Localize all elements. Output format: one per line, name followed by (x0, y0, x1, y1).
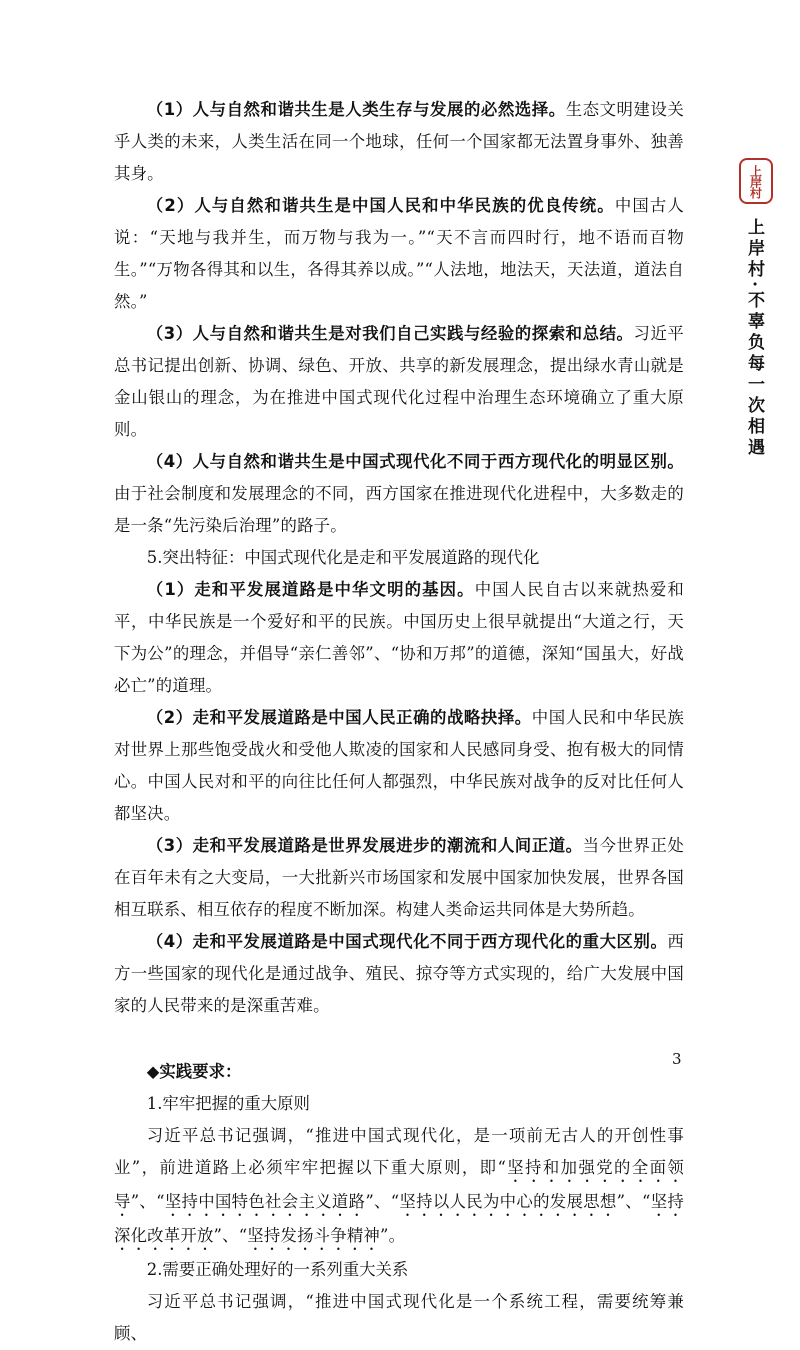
paragraph-text: 习近平总书记提出创新、协调、绿色、开放、共享的新发展理念，提出绿水青山就是金山银山的理念，为在推进中国式现代化过程中治理生态环境确立了重大原则。 (114, 324, 684, 439)
emphasis-phrase: 坚持以人民为中心的发展思想 (399, 1192, 617, 1211)
paragraph-peace-1 (114, 574, 684, 702)
spacer (114, 1022, 684, 1056)
paragraph-harmony-2 (114, 190, 684, 318)
seal-logo: 上岸村 (739, 158, 773, 204)
paragraph-peace-3 (114, 830, 684, 926)
bold-lead: （4）走和平发展道路是中国式现代化不同于西方现代化的重大区别。 (146, 932, 668, 951)
emphasis-phrase: 坚持深化改革开放 (114, 1192, 685, 1245)
separator: ”、“ (213, 1226, 248, 1245)
paragraph-text: 中国人民自古以来就热爱和平，中华民族是一个爱好和平的民族。中国历史上很早就提出“大道之行，天下为公”的理念，并倡导“亲仁善邻”、“协和万邦”的道德，深知“国虽大，好战必亡”的道理。 (114, 580, 684, 695)
paragraph-text: 生态文明建设关乎人类的未来，人类生活在同一个地球，任何一个国家都无法置身事外、独善其身。 (114, 100, 685, 183)
separator: ”、“ (616, 1192, 651, 1211)
paragraph-relations: 习近平总书记强调，“推进中国式现代化是一个系统工程，需要统筹兼顾、 (114, 1292, 684, 1343)
subheading-principles: 1.牢牢把握的重大原则 (146, 1094, 310, 1113)
sidebar-branding (736, 158, 772, 459)
paragraph-peace-2 (114, 702, 684, 830)
paragraph-text: 西方一些国家的现代化是通过战争、殖民、掠夺等方式实现的，给广大发展中国家的人民带来的是深重苦难。 (114, 932, 684, 1015)
paragraph-peace-4 (114, 926, 684, 1022)
bold-lead: （3）走和平发展道路是世界发展进步的潮流和人间正道。 (146, 836, 583, 855)
section-heading-5: 5.突出特征：中国式现代化是走和平发展道路的现代化 (146, 548, 540, 567)
paragraph-text: 当今世界正处在百年未有之大变局，一大批新兴市场国家和发展中国家加快发展，世界各国相互联系、相互依存的程度不断加深。构建人类命运共同体是大势所趋。 (114, 836, 685, 919)
separator: ”。 (380, 1226, 406, 1245)
bold-lead: （2）走和平发展道路是中国人民正确的战略抉择。 (146, 708, 532, 727)
separator: ”、“ (130, 1192, 165, 1211)
paragraph-principles (114, 1120, 684, 1254)
separator: ”、“ (365, 1192, 400, 1211)
vertical-slogan: 上岸村·不辜负每一次相遇 (744, 218, 764, 459)
paragraph-harmony-4 (114, 446, 684, 542)
emphasis-phrase: 坚持发扬斗争精神 (247, 1226, 381, 1245)
emphasis-phrase: 坚持中国特色社会主义道路 (164, 1192, 366, 1211)
bold-lead: （1）人与自然和谐共生是人类生存与发展的必然选择。 (146, 100, 566, 119)
paragraph-text: 习近平总书记强调，“推进中国式现代化，是一项前无古人的开创性事业”，前进道路上必须牢牢把握以下重大原则，即“ (114, 1126, 684, 1177)
bold-lead: （4）人与自然和谐共生是中国式现代化不同于西方现代化的明显区别。 (146, 452, 684, 471)
paragraph-harmony-3 (114, 318, 684, 446)
paragraph-text: 由于社会制度和发展理念的不同，西方国家在推进现代化进程中，大多数走的是一条“先污染后治理”的路子。 (114, 484, 684, 535)
paragraph-text: 中国人民和中华民族对世界上那些饱受战火和受他人欺凌的国家和人民感同身受、抱有极大的同情心。中国人民对和平的向往比任何人都强烈，中华民族对战争的反对比任何人都坚决。 (114, 708, 684, 823)
page-content (114, 94, 684, 1350)
paragraph-text: 中国古人说：“天地与我并生，而万物与我为一。”“天不言而四时行，地不语而百物生。”“万物各得其和以生，各得其养以成。”“人法地，地法天，天法道，道法自然。” (114, 196, 684, 311)
emphasis-phrase: 坚持和加强党的全面领导 (114, 1158, 685, 1211)
practice-heading: ◆实践要求： (146, 1062, 242, 1081)
bold-lead: （2）人与自然和谐共生是中国人民和中华民族的优良传统。 (146, 196, 615, 215)
paragraph-harmony-1 (114, 94, 684, 190)
subheading-relations: 2.需要正确处理好的一系列重大关系 (146, 1260, 409, 1279)
page-number: 3 (672, 1050, 682, 1068)
bold-lead: （3）人与自然和谐共生是对我们自己实践与经验的探索和总结。 (146, 324, 634, 343)
bold-lead: （1）走和平发展道路是中华文明的基因。 (146, 580, 475, 599)
